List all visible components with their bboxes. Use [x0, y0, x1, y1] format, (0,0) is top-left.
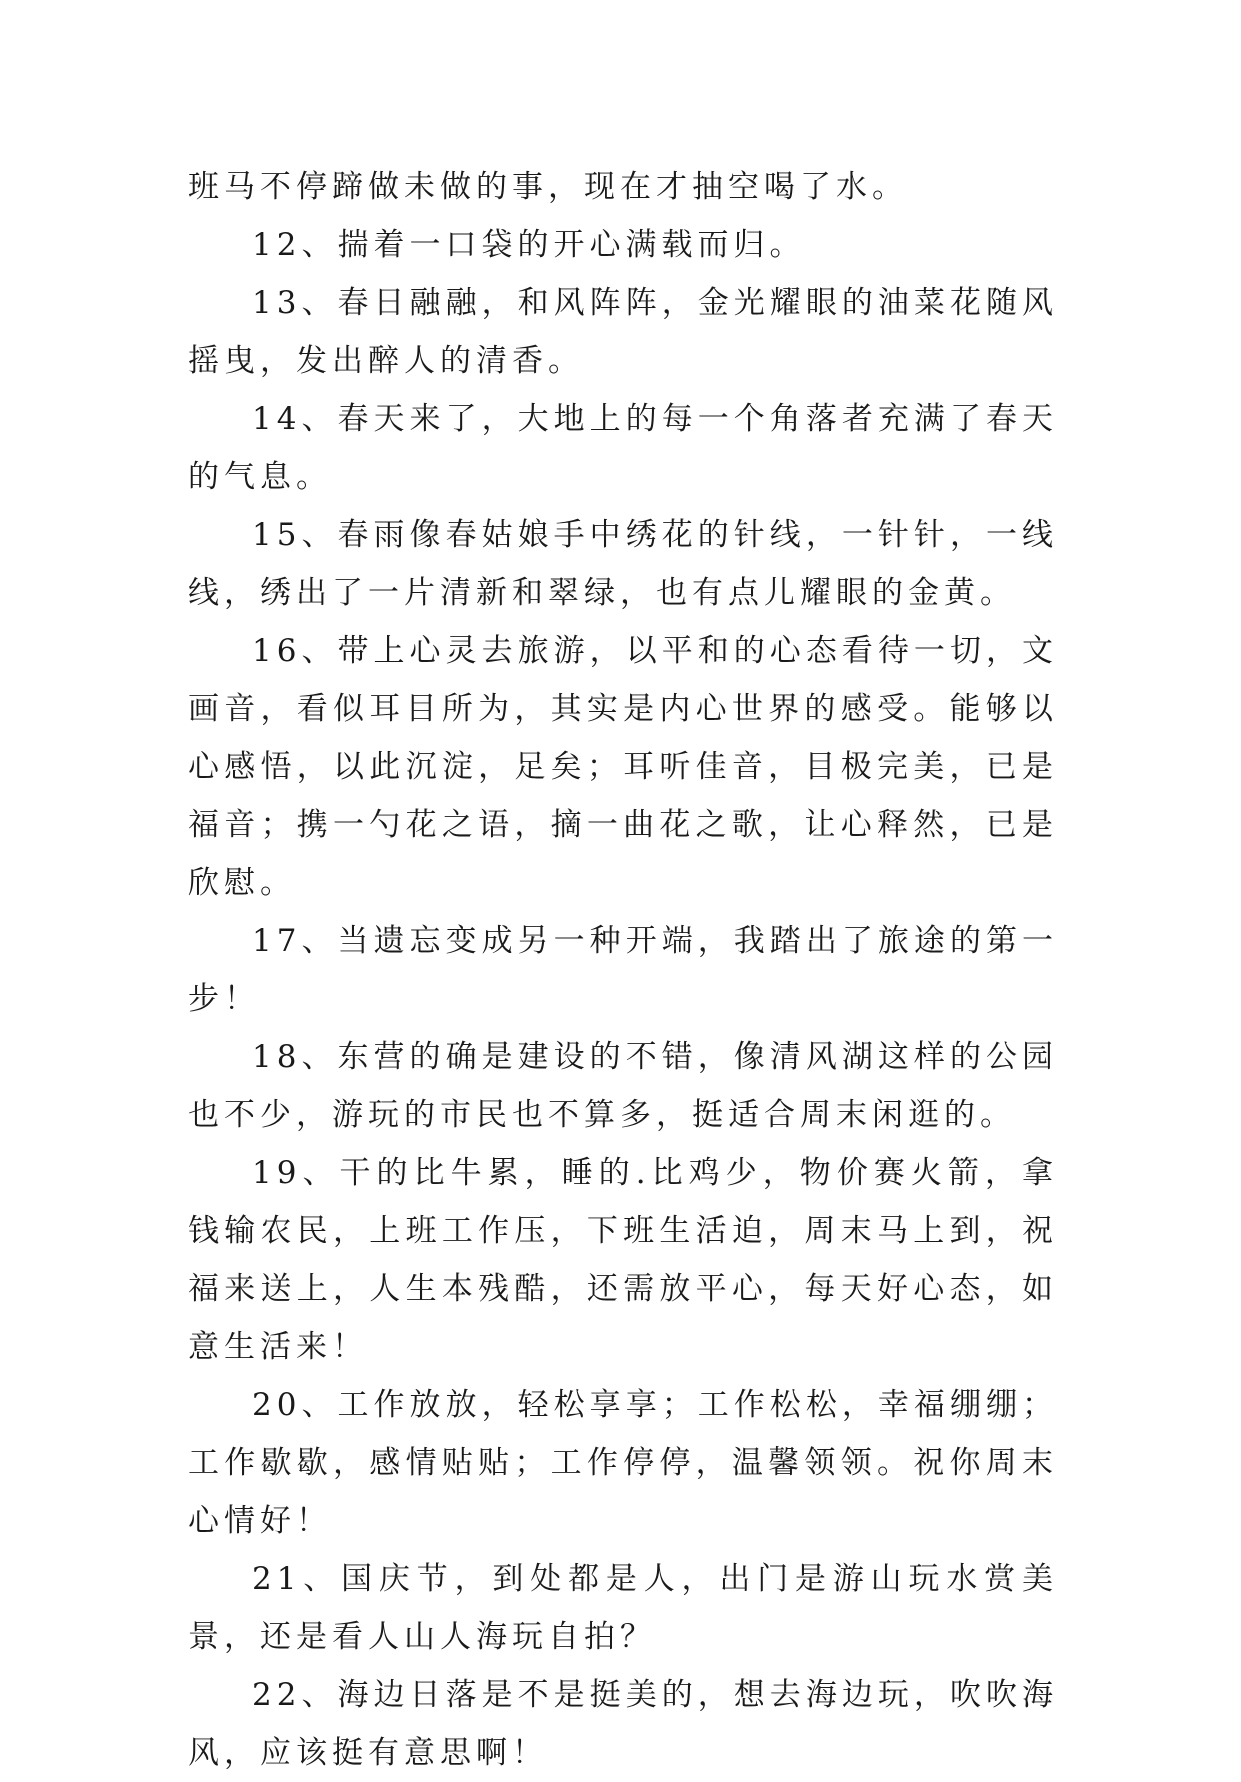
paragraph-item-13: 13、春日融融，和风阵阵，金光耀眼的油菜花随风摇曳，发出醉人的清香。	[188, 285, 1058, 379]
paragraph-item-12: 12、揣着一口袋的开心满载而归。	[252, 227, 806, 263]
document-page	[188, 158, 1058, 1782]
paragraph-item-14: 14、春天来了，大地上的每一个角落者充满了春天的气息。	[188, 401, 1058, 495]
paragraph-item-22: 22、海边日落是不是挺美的，想去海边玩，吹吹海风，应该挺有意思啊！	[188, 1677, 1058, 1771]
paragraph-item-15: 15、春雨像春姑娘手中绣花的针线，一针针，一线线，绣出了一片清新和翠绿，也有点儿耀眼的金黄。	[188, 517, 1058, 611]
paragraph-continuation: 班马不停蹄做未做的事，现在才抽空喝了水。	[188, 169, 908, 205]
paragraph-item-18: 18、东营的确是建设的不错，像清风湖这样的公园也不少，游玩的市民也不算多，挺适合周末闲逛的。	[188, 1039, 1058, 1133]
paragraph-item-21: 21、国庆节，到处都是人，出门是游山玩水赏美景，还是看人山人海玩自拍？	[188, 1561, 1058, 1655]
paragraph-item-20: 20、工作放放，轻松享享；工作松松，幸福绷绷；工作歇歇，感情贴贴；工作停停，温馨领领。祝你周末心情好！	[188, 1387, 1058, 1539]
paragraph-item-19: 19、干的比牛累，睡的.比鸡少，物价赛火箭，拿钱输农民，上班工作压，下班生活迫，周末马上到，祝福来送上，人生本残酷，还需放平心，每天好心态，如意生活来！	[188, 1155, 1058, 1365]
paragraph-item-16: 16、带上心灵去旅游，以平和的心态看待一切，文画音，看似耳目所为，其实是内心世界的感受。能够以心感悟，以此沉淀，足矣；耳听佳音，目极完美，已是福音；携一勺花之语，摘一曲花之歌，让心释然，已是欣慰。	[188, 633, 1058, 901]
paragraph-item-17: 17、当遗忘变成另一种开端，我踏出了旅途的第一步！	[188, 923, 1058, 1017]
